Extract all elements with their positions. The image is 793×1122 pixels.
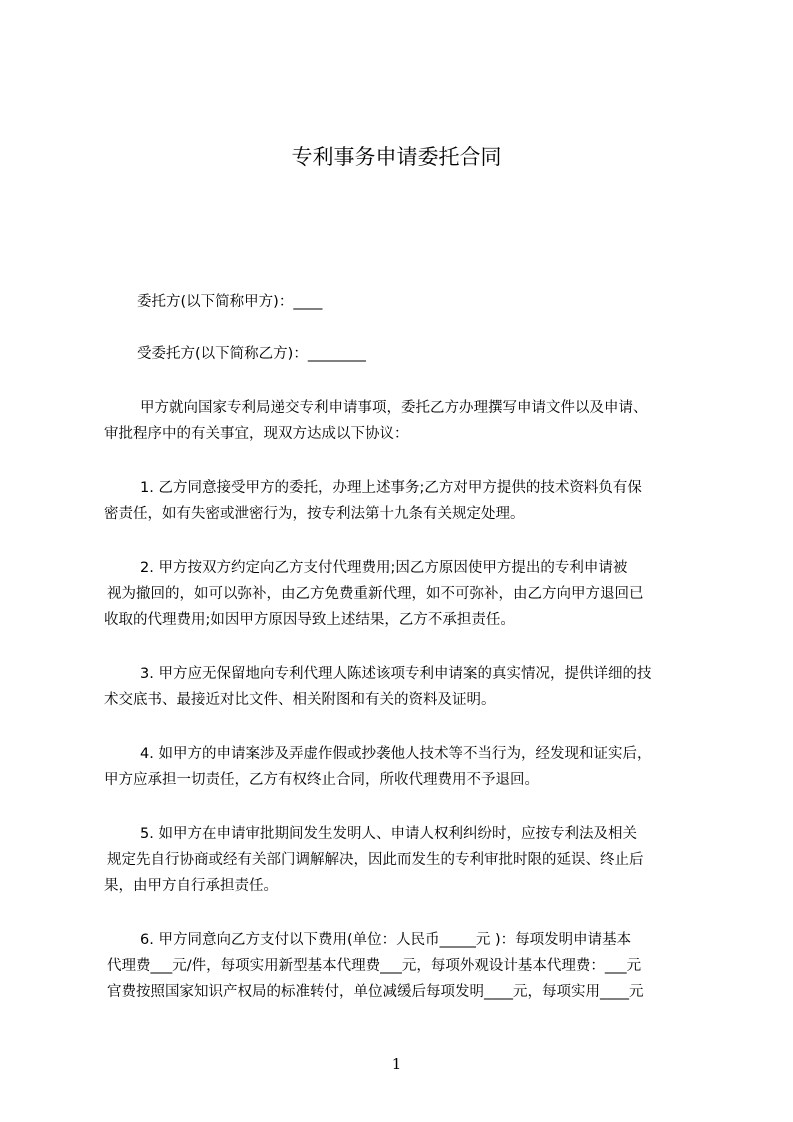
text-line: 收取的代理费用;如因甲方原因导致上述结果，乙方不承担责任。	[104, 612, 515, 628]
text-line: 甲方就向国家专利局递交专利申请事项，委托乙方办理撰写申请文件以及申请、	[140, 400, 648, 416]
text-line: 委托方(以下简称甲方)：____	[137, 294, 323, 310]
text-line: 1. 乙方同意接受甲方的委托，办理上述事务;乙方对甲方提供的技术资料负有保	[140, 480, 642, 496]
text-line: 术交底书、最接近对比文件、相关附图和有关的资料及证明。	[104, 692, 496, 708]
text-line: 6. 甲方同意向乙方支付以下费用(单位：人民币_____元 )：每项发明申请基本	[140, 932, 632, 948]
text-line: 密责任，如有失密或泄密行为，按专利法第十九条有关规定处理。	[104, 506, 525, 522]
page-title: 专利事务申请委托合同	[291, 145, 502, 169]
text-line: 3. 甲方应无保留地向专利代理人陈述该项专利申请案的真实情况，提供详细的技	[140, 666, 652, 682]
text-line: 代理费___元/件，每项实用新型基本代理费___元，每项外观设计基本代理费：___元	[107, 958, 642, 974]
text-line: 4. 如甲方的申请案涉及弄虚作假或抄袭他人技术等不当行为，经发现和证实后，	[140, 746, 652, 762]
text-line: 审批程序中的有关事宜，现双方达成以下协议：	[104, 426, 409, 442]
text-line: 果，由甲方自行承担责任。	[104, 878, 278, 894]
text-line: 甲方应承担一切责任，乙方有权终止合同，所收代理费用不予退回。	[104, 772, 539, 788]
text-line: 2. 甲方按双方约定向乙方支付代理费用;因乙方原因使甲方提出的专利申请被	[140, 560, 628, 576]
text-line: 官费按照国家知识产权局的标准转付，单位减缓后每项发明____元，每项实用____元	[107, 984, 644, 1000]
text-line: 5. 如甲方在申请审批期间发生发明人、申请人权利纠纷时，应按专利法及相关	[140, 826, 637, 842]
text-line: 视为撤回的，如可以弥补，由乙方免费重新代理，如不可弥补，由乙方向甲方退回已	[107, 586, 644, 602]
text-line: 受委托方(以下简称乙方)：________	[137, 346, 366, 362]
text-line: 规定先自行协商或经有关部门调解解决，因此而发生的专利审批时限的延误、终止后	[107, 852, 644, 868]
page-number: 1	[391, 1055, 402, 1073]
